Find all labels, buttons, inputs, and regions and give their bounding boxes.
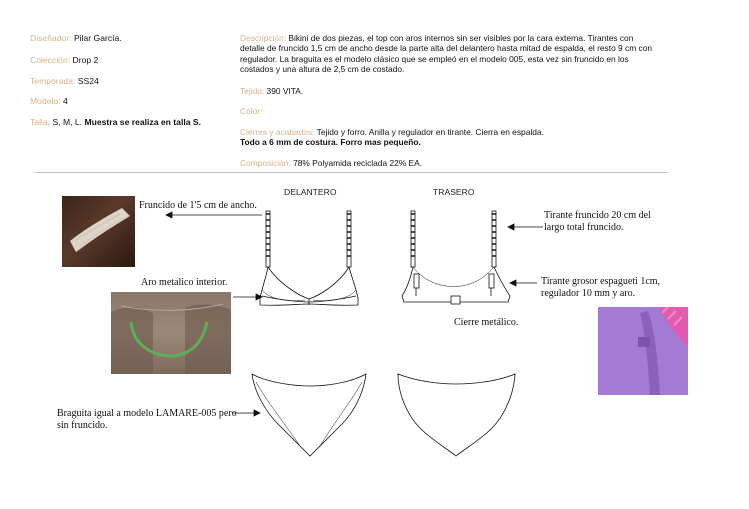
annotation-cierre: Cierre metálico.: [454, 317, 519, 328]
description-value: Bikini de dos piezas, el top con aros internos sin ser visibles por la cara externa. Tirantes con detalle de fruncido 1,5 cm de ancho desde la parte alta del delantero hasta mitad de espalda, el resto 9 cm con regulador. La braguita es el modelo clásico que se empleó en el modelo 005, esta vez sin fruncido en los costados y una altura de 2,5 cm de costado.: [240, 33, 653, 74]
fabric-value: 390 VITA.: [266, 86, 304, 96]
front-bottom-flat: [252, 374, 366, 456]
annotation-tirante-grosor: Tirante grosor espagueti 1cm, regulador 10 mm y aro.: [541, 276, 661, 299]
model-value: 4: [62, 96, 68, 106]
front-view-title: DELANTERO: [284, 187, 337, 197]
season-label: Temporada:: [30, 76, 76, 86]
back-view-title: TRASERO: [433, 187, 475, 197]
annotation-tirante-fruncido: Tirante fruncido 20 cm del largo total fruncido.: [544, 210, 651, 233]
season-value: SS24: [77, 76, 99, 86]
closures-value: Tejido y forro. Anilla y regulador en tirante. Cierra en espalda.: [316, 127, 544, 137]
color-label: Color:: [240, 106, 263, 116]
annotation-aro: Aro metalico interior.: [141, 277, 228, 288]
collection-value: Drop 2: [72, 55, 99, 65]
annotation-braguita: Braguita igual a modelo LAMARE-005 pero sin fruncido.: [57, 408, 237, 431]
sizes-label: Talla:: [30, 117, 51, 127]
closures-note: Todo a 6 mm de costura. Forro mas pequeño.: [240, 137, 421, 148]
designer-label: Diseñador:: [30, 33, 72, 43]
closures-label: Cierres y acabados:: [240, 127, 315, 137]
annotation-arrows: [166, 212, 543, 416]
composition-label: Composición:: [240, 158, 291, 168]
sizes-note: Muestra se realiza en talla S.: [84, 117, 202, 127]
designer-value: Pilar García.: [73, 33, 122, 43]
front-top-flat: [260, 211, 358, 305]
annotation-fruncido: Fruncido de 1'5 cm de ancho.: [139, 200, 257, 211]
composition-value: 78% Polyamida reciclada 22% EA.: [293, 158, 423, 168]
description-label: Descripción:: [240, 33, 287, 43]
collection-label: Colección:: [30, 55, 71, 65]
sizes-value: S, M, L.: [52, 117, 83, 127]
fabric-label: Tejido:: [240, 86, 265, 96]
model-label: Modelo:: [30, 96, 61, 106]
back-top-flat: [402, 211, 510, 304]
back-bottom-flat: [398, 374, 515, 456]
